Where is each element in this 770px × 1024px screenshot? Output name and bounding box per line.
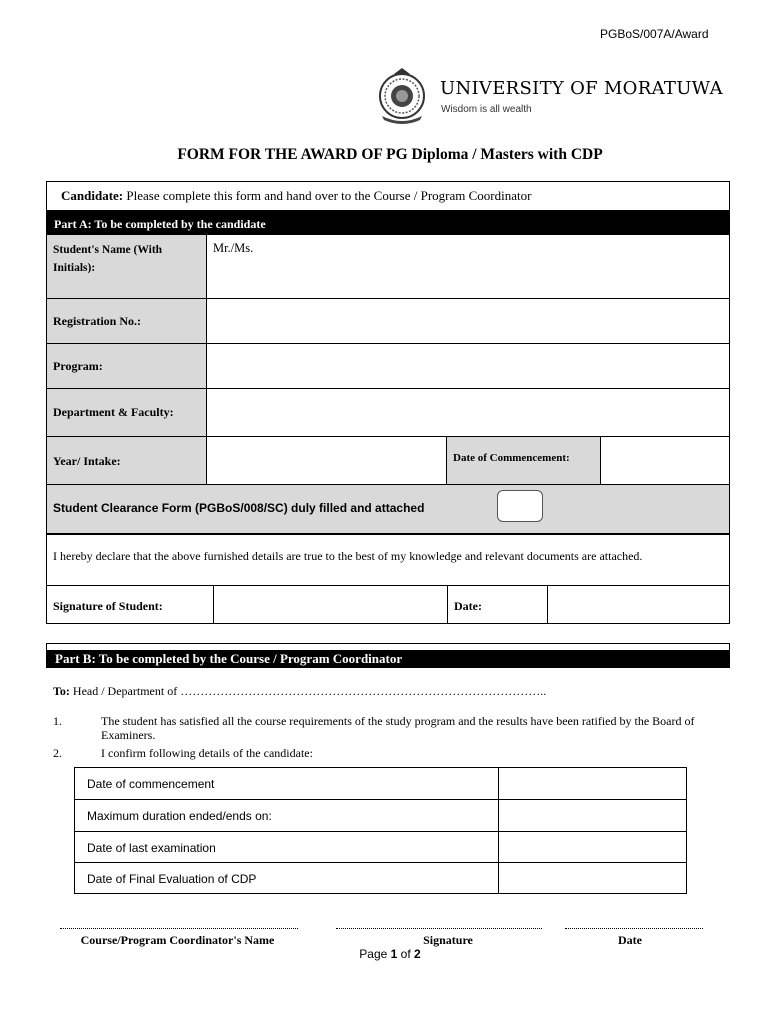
university-name: UNIVERSITY OF MORATUWA: [440, 78, 723, 99]
confirm-row-value[interactable]: [498, 831, 687, 863]
coordinator-name-label: Course/Program Coordinator's Name: [80, 933, 275, 947]
commencement-label: Date of Commencement:: [446, 436, 601, 485]
date-line[interactable]: [565, 928, 703, 929]
registration-field[interactable]: [206, 298, 730, 344]
item-1-number: 1.: [53, 714, 62, 728]
student-name-label: Student's Name (With Initials):: [46, 234, 207, 299]
department-label: Department & Faculty:: [46, 388, 207, 437]
clearance-row: [46, 484, 730, 534]
part-b-heading: Part B: To be completed by the Course / Program Coordinator: [47, 650, 729, 667]
university-crest-logo: [376, 66, 428, 126]
clearance-text: Student Clearance Form (PGBoS/008/SC) duly filled and attached: [53, 501, 425, 515]
student-name-field[interactable]: Mr./Ms.: [206, 234, 730, 299]
student-date-field[interactable]: [547, 585, 730, 624]
form-code: PGBoS/007A/Award: [600, 27, 709, 41]
coordinator-name-line[interactable]: [60, 928, 298, 929]
candidate-label: Candidate:: [61, 188, 124, 203]
form-title: FORM FOR THE AWARD OF PG Diploma / Masters with CDP: [177, 146, 603, 163]
signature-line[interactable]: [336, 928, 542, 929]
program-label: Program:: [46, 343, 207, 389]
signature-student-label: Signature of Student:: [46, 585, 214, 624]
commencement-field[interactable]: [600, 436, 730, 485]
confirm-row-value[interactable]: [498, 799, 687, 832]
item-2-number: 2.: [53, 746, 62, 760]
university-motto: Wisdom is all wealth: [441, 104, 532, 115]
candidate-note: [46, 181, 730, 211]
year-intake-field[interactable]: [206, 436, 447, 485]
item-1-text: The student has satisfied all the course requirements of the study program and the results have been ratified by the Board of Examiners.: [101, 714, 695, 742]
signature-student-field[interactable]: [213, 585, 448, 624]
signature-label: Signature: [423, 933, 473, 947]
declaration-text: I hereby declare that the above furnished details are true to the best of my knowledge and relevant documents are attached.: [46, 534, 730, 586]
clearance-checkbox[interactable]: [497, 490, 543, 522]
page-total: 2: [414, 947, 421, 961]
registration-label: Registration No.:: [46, 298, 207, 344]
confirm-row-label: Date of Final Evaluation of CDP: [74, 862, 499, 894]
page-of: of: [397, 947, 415, 961]
confirm-row-value[interactable]: [498, 767, 687, 800]
part-a-heading: Part A: To be completed by the candidate: [46, 211, 730, 235]
student-date-label: Date:: [447, 585, 548, 624]
confirm-row-value[interactable]: [498, 862, 687, 894]
department-field[interactable]: [206, 388, 730, 437]
page-prefix: Page: [359, 947, 391, 961]
date-label: Date: [618, 933, 642, 947]
candidate-instruction: Please complete this form and hand over to the Course / Program Coordinator: [123, 188, 532, 203]
page-number: [0, 947, 770, 961]
to-line: [53, 684, 546, 699]
year-intake-label: Year/ Intake:: [46, 436, 207, 485]
confirm-row-label: Maximum duration ended/ends on:: [74, 799, 499, 832]
to-label: To:: [53, 684, 70, 698]
to-department: Head / Department of ………………………………………………………………………………..: [69, 684, 547, 698]
confirm-row-label: Date of last examination: [74, 831, 499, 863]
item-2-text: I confirm following details of the candidate:: [101, 746, 313, 760]
program-field[interactable]: [206, 343, 730, 389]
page-current: 1: [390, 947, 398, 961]
confirm-row-label: Date of commencement: [74, 767, 499, 800]
